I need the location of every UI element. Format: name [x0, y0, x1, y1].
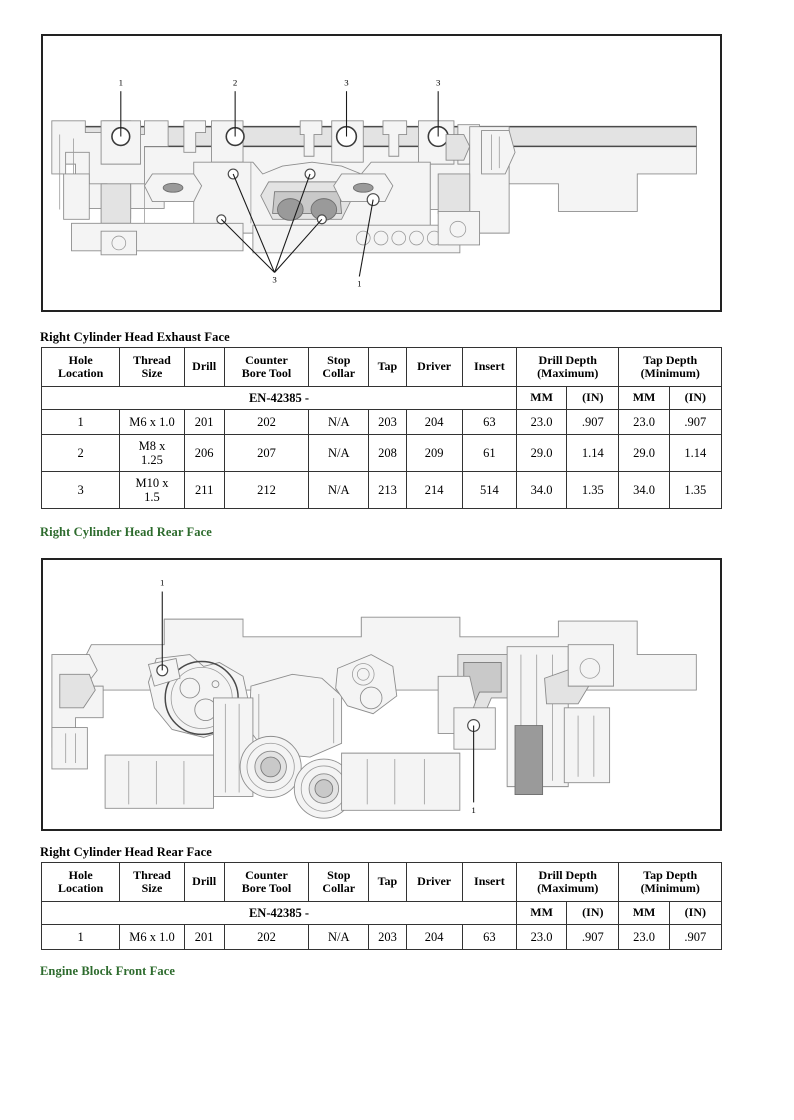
exhaust-head-body — [52, 121, 697, 255]
cell-tap-depth-in: .907 — [669, 410, 721, 435]
cell-insert: 63 — [462, 410, 516, 435]
table-right-cylinder-head-rear-face — [41, 862, 722, 950]
cell-counter-bore-tool: 202 — [224, 925, 308, 950]
th-thread-size — [120, 863, 184, 902]
th-tap-depth — [619, 863, 722, 902]
cell-tap-depth-mm: 29.0 — [619, 435, 669, 472]
cell-thread-size-l1: M8 x — [138, 439, 166, 453]
cell-thread-size-l2: 1.25 — [141, 453, 163, 467]
th-counter-bore-tool — [224, 348, 308, 387]
th-thread-size-l2: Size — [141, 366, 163, 380]
cell-tap-depth-mm-unit: MM — [619, 902, 669, 925]
th-drill-depth-l2: (Maximum) — [537, 881, 599, 895]
th-insert: Insert — [462, 863, 516, 902]
th-thread-size — [120, 348, 184, 387]
th-counter-bore-tool — [224, 863, 308, 902]
cell-drill-depth-mm: 23.0 — [517, 925, 567, 950]
th-stop-collar — [309, 863, 369, 902]
th-tap-depth-l2: (Minimum) — [640, 366, 700, 380]
cell-driver: 204 — [406, 410, 462, 435]
cell-driver: 214 — [406, 472, 462, 509]
cell-tap-depth-mm: 23.0 — [619, 410, 669, 435]
cell-hole-location: 1 — [42, 410, 120, 435]
th-drill-depth-l1: Drill Depth — [538, 352, 597, 367]
th-driver: Driver — [406, 348, 462, 387]
callout-3-bottom: 3 — [272, 274, 277, 285]
cell-counter-bore-tool: 207 — [224, 435, 308, 472]
callout-1-bottom: 1 — [471, 805, 476, 816]
cell-driver: 204 — [406, 925, 462, 950]
cell-drill: 201 — [184, 410, 224, 435]
cell-tap-depth-in: .907 — [669, 925, 721, 950]
callout-3-top-b: 3 — [435, 77, 441, 88]
table-row — [42, 410, 722, 435]
th-hole-location-l2: Location — [57, 881, 104, 895]
cell-insert: 514 — [462, 472, 516, 509]
cell-insert: 63 — [462, 925, 516, 950]
th-drill: Drill — [184, 863, 224, 902]
th-hole-location-l1: Hole — [68, 867, 93, 882]
th-drill-depth — [517, 863, 619, 902]
th-drill-depth-l2: (Maximum) — [537, 366, 599, 380]
cell-drill-depth-in-unit: (IN) — [567, 902, 619, 925]
cell-stop-collar: N/A — [309, 435, 369, 472]
th-drill-depth — [517, 348, 619, 387]
cell-tap-depth-mm: 34.0 — [619, 472, 669, 509]
callout-1-top: 1 — [160, 577, 165, 588]
cell-drill: 201 — [184, 925, 224, 950]
th-tap-depth-l1: Tap Depth — [643, 867, 698, 882]
cell-stop-collar: N/A — [309, 472, 369, 509]
cell-thread-size — [120, 435, 184, 472]
th-hole-location-l2: Location — [57, 366, 104, 380]
cell-tool-name: EN-42385 - — [42, 387, 517, 410]
cell-thread-size-l1: M10 x — [135, 476, 169, 490]
table-row — [42, 925, 722, 950]
cell-drill-depth-in-unit: (IN) — [567, 387, 619, 410]
cell-tap: 203 — [369, 410, 406, 435]
cell-driver: 209 — [406, 435, 462, 472]
th-counter-bore-tool-l2: Bore Tool — [241, 366, 292, 380]
heading-engine-block-front-face: Engine Block Front Face — [40, 964, 176, 978]
heading-right-cylinder-head-exhaust-face: Right Cylinder Head Exhaust Face — [40, 330, 230, 344]
cell-hole-location: 2 — [42, 435, 120, 472]
th-tap-depth-l1: Tap Depth — [643, 352, 698, 367]
cell-drill-depth-mm-unit: MM — [517, 387, 567, 410]
th-insert: Insert — [462, 348, 516, 387]
cell-thread-size: M6 x 1.0 — [120, 410, 184, 435]
cell-drill-depth-mm: 23.0 — [517, 410, 567, 435]
th-thread-size-l1: Thread — [133, 352, 171, 367]
cell-stop-collar: N/A — [309, 925, 369, 950]
callout-1-top: 1 — [118, 77, 124, 88]
th-stop-collar-l1: Stop — [327, 867, 351, 882]
cell-drill-depth-mm: 34.0 — [517, 472, 567, 509]
figure-right-cylinder-head-rear-face — [41, 558, 722, 831]
th-stop-collar-l2: Collar — [322, 366, 356, 380]
rear-head-body — [52, 617, 696, 818]
cell-drill-depth-in: .907 — [567, 410, 619, 435]
cell-counter-bore-tool: 202 — [224, 410, 308, 435]
cell-thread-size: M6 x 1.0 — [120, 925, 184, 950]
th-stop-collar-l1: Stop — [327, 352, 351, 367]
th-counter-bore-tool-l1: Counter — [245, 867, 288, 882]
exhaust-face-drawing — [43, 36, 720, 310]
th-counter-bore-tool-l2: Bore Tool — [241, 881, 292, 895]
cell-hole-location: 1 — [42, 925, 120, 950]
cell-tap-depth-in: 1.14 — [669, 435, 721, 472]
th-drill-depth-l1: Drill Depth — [538, 867, 597, 882]
cell-insert: 61 — [462, 435, 516, 472]
figure-right-cylinder-head-exhaust-face — [41, 34, 722, 312]
cell-drill-depth-in: .907 — [567, 925, 619, 950]
cell-drill-depth-in: 1.14 — [567, 435, 619, 472]
th-thread-size-l1: Thread — [133, 867, 171, 882]
callout-3-top-a: 3 — [344, 77, 349, 88]
th-hole-location-l1: Hole — [68, 352, 93, 367]
cell-tap-depth-in-unit: (IN) — [669, 902, 721, 925]
th-hole-location — [42, 348, 120, 387]
cell-tap-depth-in-unit: (IN) — [669, 387, 721, 410]
table-row — [42, 472, 722, 509]
cell-tap-depth-in: 1.35 — [669, 472, 721, 509]
rear-face-drawing — [43, 560, 720, 829]
cell-tap-depth-mm: 23.0 — [619, 925, 669, 950]
cell-drill: 211 — [184, 472, 224, 509]
cell-drill-depth-in: 1.35 — [567, 472, 619, 509]
cell-drill-depth-mm: 29.0 — [517, 435, 567, 472]
cell-tap-depth-mm-unit: MM — [619, 387, 669, 410]
cell-drill: 206 — [184, 435, 224, 472]
th-stop-collar — [309, 348, 369, 387]
cell-tap: 203 — [369, 925, 406, 950]
th-tap: Tap — [369, 863, 406, 902]
heading-right-cylinder-head-rear-face-figure: Right Cylinder Head Rear Face — [40, 525, 212, 539]
cell-tap: 208 — [369, 435, 406, 472]
th-hole-location — [42, 863, 120, 902]
cell-tap: 213 — [369, 472, 406, 509]
th-tap-depth — [619, 348, 722, 387]
callout-1-bottom: 1 — [357, 278, 362, 289]
cell-thread-size — [120, 472, 184, 509]
th-drill: Drill — [184, 348, 224, 387]
table-row — [42, 435, 722, 472]
heading-right-cylinder-head-rear-face-table: Right Cylinder Head Rear Face — [40, 845, 212, 859]
cell-hole-location: 3 — [42, 472, 120, 509]
cell-tool-name: EN-42385 - — [42, 902, 517, 925]
table-right-cylinder-head-exhaust-face — [41, 347, 722, 509]
cell-drill-depth-mm-unit: MM — [517, 902, 567, 925]
cell-thread-size-l2: 1.5 — [144, 490, 160, 504]
th-counter-bore-tool-l1: Counter — [245, 352, 288, 367]
callout-2-top: 2 — [232, 77, 238, 88]
th-tap-depth-l2: (Minimum) — [640, 881, 700, 895]
th-tap: Tap — [369, 348, 406, 387]
th-driver: Driver — [406, 863, 462, 902]
cell-counter-bore-tool: 212 — [224, 472, 308, 509]
th-stop-collar-l2: Collar — [322, 881, 356, 895]
th-thread-size-l2: Size — [141, 881, 163, 895]
cell-stop-collar: N/A — [309, 410, 369, 435]
